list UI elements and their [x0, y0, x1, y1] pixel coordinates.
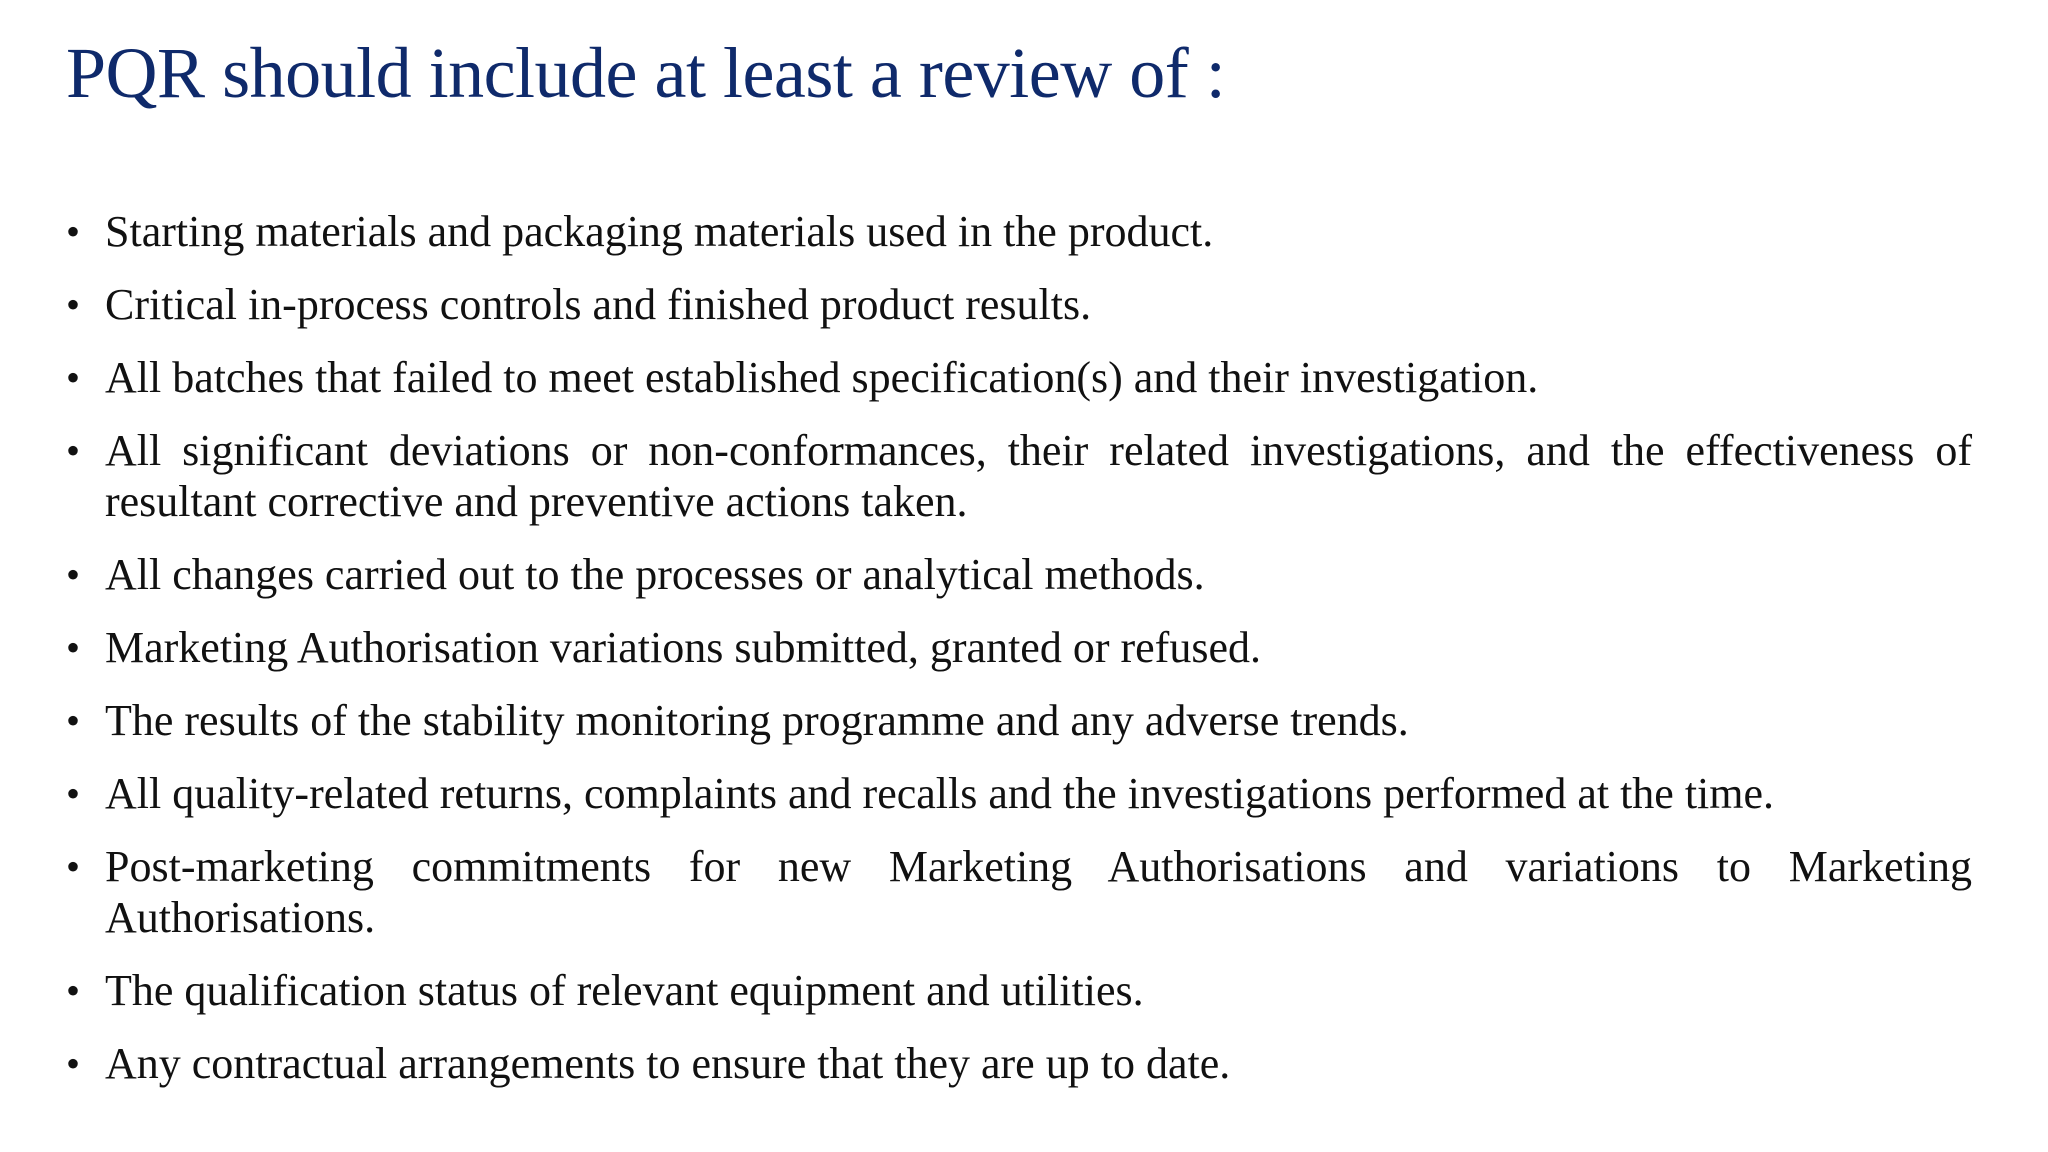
bullet-text: All changes carried out to the processes or analytical methods. — [105, 550, 1205, 600]
bullet-text: Starting materials and packaging materials used in the product. — [105, 207, 1214, 257]
bullet-icon: • — [66, 428, 81, 474]
bullet-item-ma-variations — [66, 622, 1972, 673]
bullet-icon: • — [66, 209, 81, 255]
bullet-icon: • — [66, 282, 81, 328]
bullet-text: All quality-related returns, complaints and recalls and the investigations performed at the time. — [105, 769, 1775, 819]
bullet-item-starting-materials — [66, 206, 1972, 257]
bullet-icon: • — [66, 625, 81, 671]
bullet-item-stability — [66, 695, 1972, 746]
bullet-text: All batches that failed to meet established specification(s) and their investigation. — [105, 353, 1539, 403]
bullet-list — [66, 206, 1972, 1089]
bullet-text: The qualification status of relevant equipment and utilities. — [105, 966, 1144, 1016]
bullet-item-deviations — [66, 425, 1972, 527]
bullet-icon: • — [66, 844, 81, 890]
bullet-item-post-marketing — [66, 841, 1972, 943]
bullet-icon: • — [66, 355, 81, 401]
bullet-text: All significant deviations or non-conformances, their related investigations, and the effectiveness of resultant corrective and preventive actions taken. — [105, 426, 1972, 527]
bullet-text: Critical in-process controls and finished product results. — [105, 280, 1092, 330]
bullet-item-failed-batches — [66, 352, 1972, 403]
bullet-item-in-process-controls — [66, 279, 1972, 330]
bullet-text: Any contractual arrangements to ensure that they are up to date. — [105, 1039, 1231, 1089]
slide-title: PQR should include at least a review of : — [66, 33, 1226, 113]
bullet-text: The results of the stability monitoring programme and any adverse trends. — [105, 696, 1409, 746]
bullet-item-returns-complaints — [66, 768, 1972, 819]
bullet-icon: • — [66, 552, 81, 598]
bullet-icon: • — [66, 771, 81, 817]
bullet-item-qualification — [66, 965, 1972, 1016]
bullet-icon: • — [66, 968, 81, 1014]
bullet-text: Post-marketing commitments for new Marketing Authorisations and variations to Marketing Authorisations. — [105, 842, 1972, 943]
bullet-icon: • — [66, 698, 81, 744]
bullet-item-contractual — [66, 1038, 1972, 1089]
bullet-text: Marketing Authorisation variations submitted, granted or refused. — [105, 623, 1261, 673]
bullet-item-changes — [66, 549, 1972, 600]
bullet-icon: • — [66, 1041, 81, 1087]
